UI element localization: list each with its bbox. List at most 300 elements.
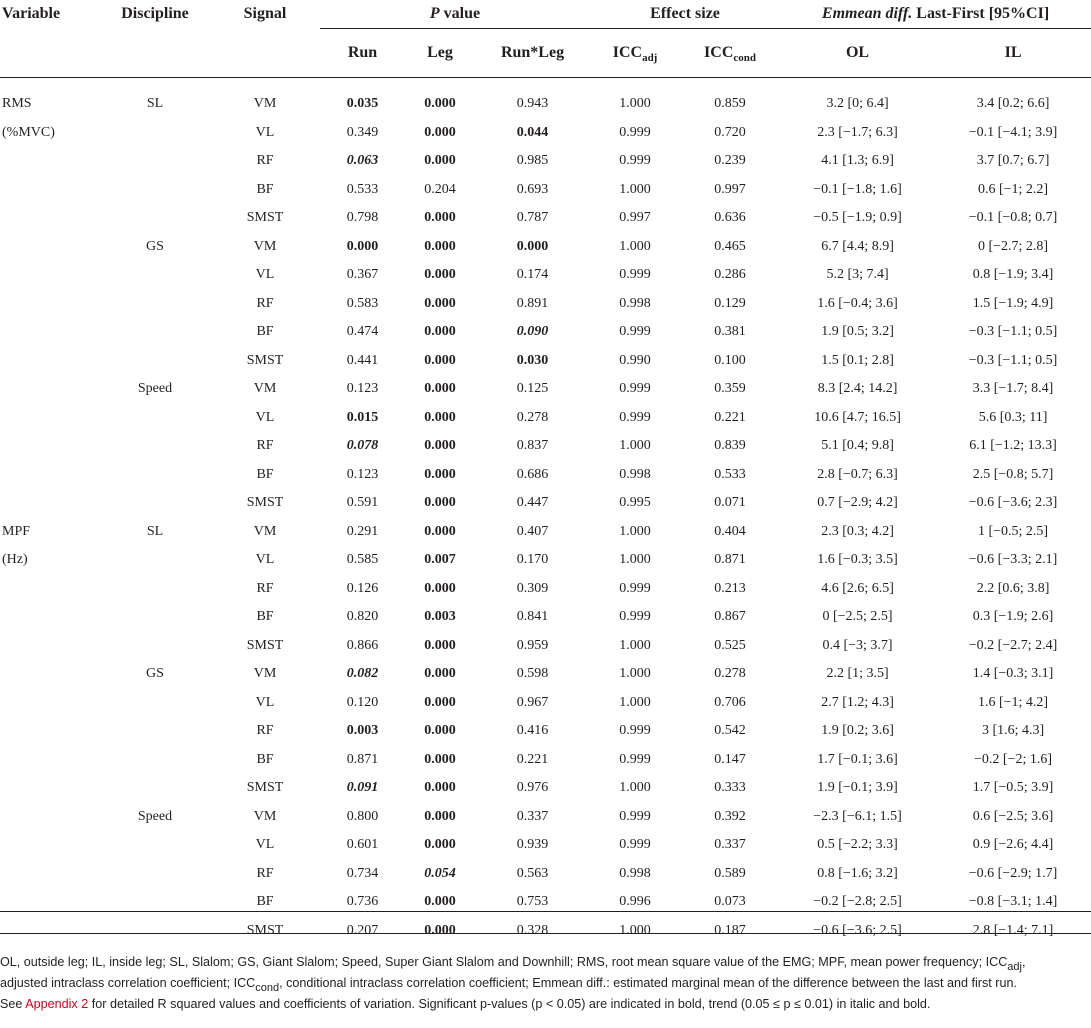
row-p-leg: 0.000 [424,495,456,511]
row-icc-cond: 0.392 [714,808,746,824]
row-p-run: 0.000 [346,238,379,254]
row-emmean-ol: 1.6 [−0.4; 3.6] [817,295,898,311]
header-il: IL [935,29,1091,78]
row-emmean-ol: 1.5 [0.1; 2.8] [821,352,894,368]
row-discipline [100,290,210,319]
row-emmean-il: −0.2 [−2; 1.6] [974,751,1053,767]
row-icc-cond: 0.867 [714,609,746,625]
row-discipline [100,546,210,575]
table-row [0,233,1091,262]
row-emmean-ol: 8.3 [2.4; 14.2] [817,381,898,397]
row-variable [0,803,100,832]
table-row [0,147,1091,176]
row-p-run: 0.349 [346,124,379,140]
row-p-run-leg: 0.837 [516,438,549,454]
row-p-run: 0.015 [346,409,379,425]
row-discipline: Speed [137,381,173,397]
row-emmean-il: 1.7 [−0.5; 3.9] [972,780,1054,796]
row-signal: VM [253,381,277,397]
table-row [0,290,1091,319]
row-icc-cond: 0.589 [714,865,746,881]
row-icc-cond: 0.286 [714,267,746,283]
row-icc-adj: 1.000 [619,637,651,653]
row-variable [0,147,100,176]
row-p-run-leg: 0.447 [516,495,549,511]
row-discipline: GS [146,666,164,682]
row-p-run: 0.798 [346,210,379,226]
row-emmean-il: 2.5 [−0.8; 5.7] [972,466,1054,482]
row-p-run-leg: 0.174 [516,267,549,283]
row-signal: BF [256,324,274,340]
row-discipline [100,717,210,746]
row-signal: VM [253,96,277,112]
row-p-run: 0.078 [346,438,379,454]
row-variable [0,233,100,262]
row-p-leg: 0.000 [424,381,456,397]
row-icc-adj: 0.990 [619,352,651,368]
row-icc-cond: 0.278 [714,666,746,682]
row-emmean-ol: −2.3 [−6.1; 1.5] [813,808,902,824]
row-icc-cond: 0.187 [714,922,746,938]
row-emmean-il: 2.8 [−1.4; 7.1] [972,922,1054,938]
row-discipline [100,632,210,661]
row-icc-adj: 1.000 [619,694,651,710]
row-icc-adj: 0.997 [619,210,651,226]
row-emmean-ol: 4.1 [1.3; 6.9] [821,153,894,169]
row-signal: VM [253,238,277,254]
row-p-run-leg: 0.000 [516,238,549,254]
row-variable [0,347,100,376]
table-body [0,78,1091,946]
row-discipline [100,860,210,889]
row-emmean-il: 0 [−2.7; 2.8] [977,238,1049,254]
row-p-leg: 0.000 [424,466,456,482]
row-icc-adj: 0.998 [619,466,651,482]
row-emmean-ol: −0.2 [−2.8; 2.5] [813,894,902,910]
footnote-line-1: OL, outside leg; IL, inside leg; SL, Slalom; GS, Giant Slalom; Speed, Super Giant Slalom and Downhill; RMS, root mean square value of the EMG; MPF, mean power frequency; $ICC_{adj}$, [0,955,1026,973]
row-p-leg: 0.000 [424,922,456,938]
row-signal: BF [256,751,274,767]
row-icc-cond: 0.404 [714,523,746,539]
table-row [0,660,1091,689]
row-p-run-leg: 0.328 [516,922,549,938]
row-variable [0,432,100,461]
row-emmean-ol: 10.6 [4.7; 16.5] [814,409,901,425]
table-row [0,689,1091,718]
row-icc-adj: 0.999 [619,124,651,140]
row-variable [0,461,100,490]
row-signal: VL [255,124,275,140]
row-discipline [100,147,210,176]
row-icc-adj: 1.000 [619,552,651,568]
row-emmean-il: −0.8 [−3.1; 1.4] [968,894,1058,910]
row-p-run-leg: 0.598 [516,666,549,682]
row-icc-adj: 1.000 [619,238,651,254]
row-icc-cond: 0.525 [714,637,746,653]
row-discipline: GS [146,238,164,254]
row-p-run-leg: 0.407 [516,523,549,539]
row-discipline [100,746,210,775]
row-icc-cond: 0.859 [714,96,746,112]
row-emmean-il: 0.8 [−1.9; 3.4] [972,267,1054,283]
row-discipline [100,888,210,917]
row-p-run: 0.291 [346,523,379,539]
row-signal: VM [253,523,277,539]
row-p-run-leg: 0.125 [516,381,549,397]
row-icc-cond: 0.239 [714,153,746,169]
row-emmean-il: 5.6 [0.3; 11] [978,409,1048,425]
row-signal: RF [256,153,274,169]
row-icc-adj: 0.996 [619,894,651,910]
row-discipline [100,347,210,376]
row-variable [0,774,100,803]
row-icc-cond: 0.542 [714,723,746,739]
row-variable: (%MVC) [2,124,55,140]
row-signal: VL [255,409,275,425]
row-p-run-leg: 0.686 [516,466,549,482]
row-emmean-ol: 2.2 [1; 3.5] [826,666,889,682]
row-p-leg: 0.000 [424,267,456,283]
row-icc-cond: 0.720 [714,124,746,140]
row-icc-adj: 1.000 [619,922,651,938]
row-p-leg: 0.003 [424,609,456,625]
row-discipline: SL [146,523,164,539]
row-signal: VM [253,808,277,824]
header-row-2 [0,29,1091,78]
row-emmean-ol: 0.5 [−2.2; 3.3] [817,837,898,853]
row-p-run: 0.441 [346,352,379,368]
row-p-leg: 0.000 [424,438,456,454]
row-emmean-ol: 0.8 [−1.6; 3.2] [817,865,898,881]
row-p-run: 0.591 [346,495,379,511]
row-icc-cond: 0.337 [714,837,746,853]
row-p-run: 0.820 [346,609,379,625]
table-row [0,860,1091,889]
row-emmean-ol: 1.6 [−0.3; 3.5] [817,552,898,568]
row-icc-cond: 0.533 [714,466,746,482]
row-p-run: 0.583 [346,295,379,311]
row-p-run-leg: 0.090 [516,324,549,340]
row-p-run: 0.367 [346,267,379,283]
row-variable [0,404,100,433]
table-row [0,261,1091,290]
row-p-run-leg: 0.278 [516,409,549,425]
row-signal: SMST [246,210,284,226]
row-emmean-ol: 4.6 [2.6; 6.5] [821,580,894,596]
table-row [0,774,1091,803]
row-emmean-il: −0.3 [−1.1; 0.5] [968,324,1058,340]
row-p-leg: 0.000 [424,210,456,226]
row-p-run: 0.207 [346,922,379,938]
row-discipline [100,689,210,718]
row-p-leg: 0.000 [424,352,456,368]
header-variable: Variable [2,5,61,23]
row-emmean-ol: 0 [−2.5; 2.5] [822,609,893,625]
row-icc-adj: 0.999 [619,751,651,767]
row-emmean-ol: −0.5 [−1.9; 0.9] [813,210,902,226]
row-discipline [100,489,210,518]
row-icc-cond: 0.073 [714,894,746,910]
table-row [0,318,1091,347]
row-emmean-ol: 0.7 [−2.9; 4.2] [817,495,898,511]
header-p-value: P value [320,0,590,29]
header-signal: Signal [243,5,287,23]
row-signal: RF [256,865,274,881]
row-p-leg: 0.000 [424,523,456,539]
table-row [0,831,1091,860]
row-signal: VL [255,837,275,853]
row-emmean-ol: −0.6 [−3.6; 2.5] [813,922,902,938]
row-icc-cond: 0.147 [714,751,746,767]
row-icc-cond: 0.706 [714,694,746,710]
row-p-run: 0.063 [346,153,379,169]
row-emmean-ol: 1.9 [0.5; 3.2] [821,324,894,340]
row-p-leg: 0.000 [424,580,456,596]
row-p-leg: 0.000 [424,808,456,824]
table-row [0,404,1091,433]
row-p-run-leg: 0.976 [516,780,549,796]
row-signal: SMST [246,352,284,368]
row-signal: BF [256,894,274,910]
table-row [0,603,1091,632]
table-row [0,575,1091,604]
row-emmean-ol: 1.9 [0.2; 3.6] [821,723,894,739]
row-emmean-il: 1.6 [−1; 4.2] [977,694,1049,710]
table-row [0,375,1091,404]
row-variable [0,888,100,917]
row-emmean-il: 1 [−0.5; 2.5] [977,523,1049,539]
row-icc-adj: 1.000 [619,438,651,454]
row-variable [0,318,100,347]
header-emmean: Emmean diff. Last-First [95%CI] [780,0,1091,29]
row-icc-cond: 0.839 [714,438,746,454]
row-discipline [100,461,210,490]
row-icc-adj: 0.999 [619,808,651,824]
row-icc-adj: 0.999 [619,409,651,425]
row-p-leg: 0.000 [424,637,456,653]
row-variable [0,489,100,518]
row-emmean-il: −0.6 [−3.6; 2.3] [968,495,1058,511]
row-p-run-leg: 0.170 [516,552,549,568]
row-p-leg: 0.000 [424,780,456,796]
row-p-run: 0.585 [346,552,379,568]
row-emmean-il: −0.3 [−1.1; 0.5] [968,352,1058,368]
row-discipline [100,831,210,860]
row-discipline [100,575,210,604]
row-variable [0,717,100,746]
row-p-run: 0.123 [346,381,379,397]
row-variable [0,261,100,290]
row-p-run-leg: 0.221 [516,751,549,767]
row-emmean-il: 3 [1.6; 4.3] [981,723,1045,739]
row-p-run-leg: 0.416 [516,723,549,739]
row-discipline [100,432,210,461]
row-signal: SMST [246,780,284,796]
row-emmean-il: −0.1 [−4.1; 3.9] [968,124,1058,140]
row-p-leg: 0.000 [424,751,456,767]
row-emmean-il: 3.7 [0.7; 6.7] [976,153,1050,169]
row-icc-cond: 0.071 [714,495,746,511]
row-signal: BF [256,466,274,482]
row-icc-adj: 0.999 [619,723,651,739]
table-row [0,78,1091,119]
table-row [0,119,1091,148]
row-icc-adj: 0.999 [619,381,651,397]
row-p-run: 0.866 [346,637,379,653]
row-emmean-ol: 1.7 [−0.1; 3.6] [817,751,898,767]
header-run: Run [320,29,405,78]
row-p-leg: 0.000 [424,723,456,739]
row-p-leg: 0.007 [424,552,456,568]
row-discipline [100,603,210,632]
row-emmean-il: 0.9 [−2.6; 4.4] [972,837,1054,853]
appendix-link[interactable]: Appendix 2 [25,997,89,1011]
table-row [0,347,1091,376]
row-signal: VM [253,666,277,682]
header-row-1 [0,0,1091,29]
row-icc-adj: 0.999 [619,324,651,340]
row-emmean-ol: 0.4 [−3; 3.7] [822,637,893,653]
row-emmean-ol: 5.1 [0.4; 9.8] [821,438,894,454]
row-emmean-ol: −0.1 [−1.8; 1.6] [813,181,902,197]
row-p-leg: 0.000 [424,96,456,112]
row-signal: RF [256,295,274,311]
row-variable [0,603,100,632]
row-icc-adj: 0.999 [619,267,651,283]
row-discipline: Speed [137,808,173,824]
row-emmean-il: 1.4 [−0.3; 3.1] [972,666,1054,682]
row-icc-cond: 0.221 [714,409,746,425]
row-icc-adj: 1.000 [619,523,651,539]
row-p-run-leg: 0.044 [516,124,549,140]
row-p-run: 0.123 [346,466,379,482]
row-icc-cond: 0.359 [714,381,746,397]
row-p-run: 0.082 [346,666,379,682]
row-p-leg: 0.000 [424,837,456,853]
row-variable: (Hz) [2,552,28,568]
row-p-run: 0.736 [346,894,379,910]
row-p-leg: 0.054 [424,865,456,881]
header-icc-adj: $ICC_{adj}$ [590,29,680,78]
table-row [0,518,1091,547]
row-p-leg: 0.000 [424,124,456,140]
row-emmean-il: −0.2 [−2.7; 2.4] [968,637,1058,653]
row-p-run: 0.533 [346,181,379,197]
row-icc-adj: 0.998 [619,865,651,881]
row-variable [0,375,100,404]
row-variable [0,831,100,860]
row-emmean-il: 1.5 [−1.9; 4.9] [972,295,1054,311]
row-p-leg: 0.000 [424,666,456,682]
row-p-leg: 0.204 [424,181,456,197]
row-icc-cond: 0.997 [714,181,746,197]
row-emmean-il: 0.3 [−1.9; 2.6] [972,609,1054,625]
row-signal: SMST [246,922,284,938]
row-signal: BF [256,181,274,197]
header-leg: Leg [405,29,475,78]
header-run-leg: Run*Leg [475,29,590,78]
table-row [0,888,1091,917]
row-icc-cond: 0.381 [714,324,746,340]
row-p-run-leg: 0.337 [516,808,549,824]
header-icc-cond: $ICC_{cond}$ [680,29,780,78]
row-icc-cond: 0.213 [714,580,746,596]
header-ol: OL [780,29,935,78]
row-signal: SMST [246,495,284,511]
row-emmean-il: 0.6 [−2.5; 3.6] [972,808,1054,824]
row-p-run: 0.035 [346,96,379,112]
row-p-run: 0.871 [346,751,379,767]
row-p-leg: 0.000 [424,324,456,340]
row-p-run-leg: 0.753 [516,894,549,910]
row-emmean-ol: 2.8 [−0.7; 6.3] [817,466,898,482]
table-row [0,489,1091,518]
row-emmean-il: 0.6 [−1; 2.2] [977,181,1049,197]
table-row [0,204,1091,233]
row-variable: RMS [2,96,32,112]
row-p-leg: 0.000 [424,694,456,710]
row-discipline: SL [146,96,164,112]
row-variable [0,746,100,775]
row-p-run: 0.800 [346,808,379,824]
row-discipline [100,204,210,233]
row-variable [0,860,100,889]
row-emmean-ol: 2.3 [−1.7; 6.3] [817,124,898,140]
row-p-run: 0.003 [346,723,379,739]
row-p-run: 0.734 [346,865,379,881]
table-footnote [0,933,1091,1015]
row-signal: SMST [246,637,284,653]
row-p-run-leg: 0.030 [516,352,549,368]
row-p-run-leg: 0.309 [516,580,549,596]
row-emmean-il: 2.2 [0.6; 3.8] [976,580,1050,596]
row-discipline [100,176,210,205]
row-emmean-il: −0.6 [−2.9; 1.7] [968,865,1058,881]
row-icc-cond: 0.871 [714,552,746,568]
row-emmean-il: 3.4 [0.2; 6.6] [976,96,1050,112]
table-row [0,632,1091,661]
row-discipline [100,119,210,148]
row-icc-adj: 0.999 [619,153,651,169]
footnote-line-3: See Appendix 2 for detailed R squared values and coefficients of variation. Significant p-values (p < 0.05) are indicated in bold, trend (0.05 ≤ p ≤ 0.01) in italic and bold. [0,997,931,1011]
row-p-run: 0.601 [346,837,379,853]
row-emmean-ol: 2.7 [1.2; 4.3] [821,694,894,710]
row-signal: VL [255,694,275,710]
row-icc-adj: 1.000 [619,96,651,112]
row-discipline [100,774,210,803]
row-icc-cond: 0.100 [714,352,746,368]
row-signal: VL [255,552,275,568]
table-row [0,803,1091,832]
row-icc-cond: 0.636 [714,210,746,226]
header-discipline: Discipline [121,5,189,23]
row-icc-adj: 0.999 [619,580,651,596]
row-p-run: 0.126 [346,580,379,596]
row-icc-adj: 1.000 [619,666,651,682]
row-p-run-leg: 0.939 [516,837,549,853]
row-variable [0,575,100,604]
row-variable [0,660,100,689]
row-emmean-ol: 5.2 [3; 7.4] [826,267,889,283]
row-discipline [100,404,210,433]
row-p-run-leg: 0.693 [516,181,549,197]
table-row [0,546,1091,575]
row-p-run-leg: 0.943 [516,96,549,112]
row-p-run-leg: 0.563 [516,865,549,881]
row-p-leg: 0.000 [424,295,456,311]
row-variable [0,632,100,661]
row-p-run-leg: 0.841 [516,609,549,625]
